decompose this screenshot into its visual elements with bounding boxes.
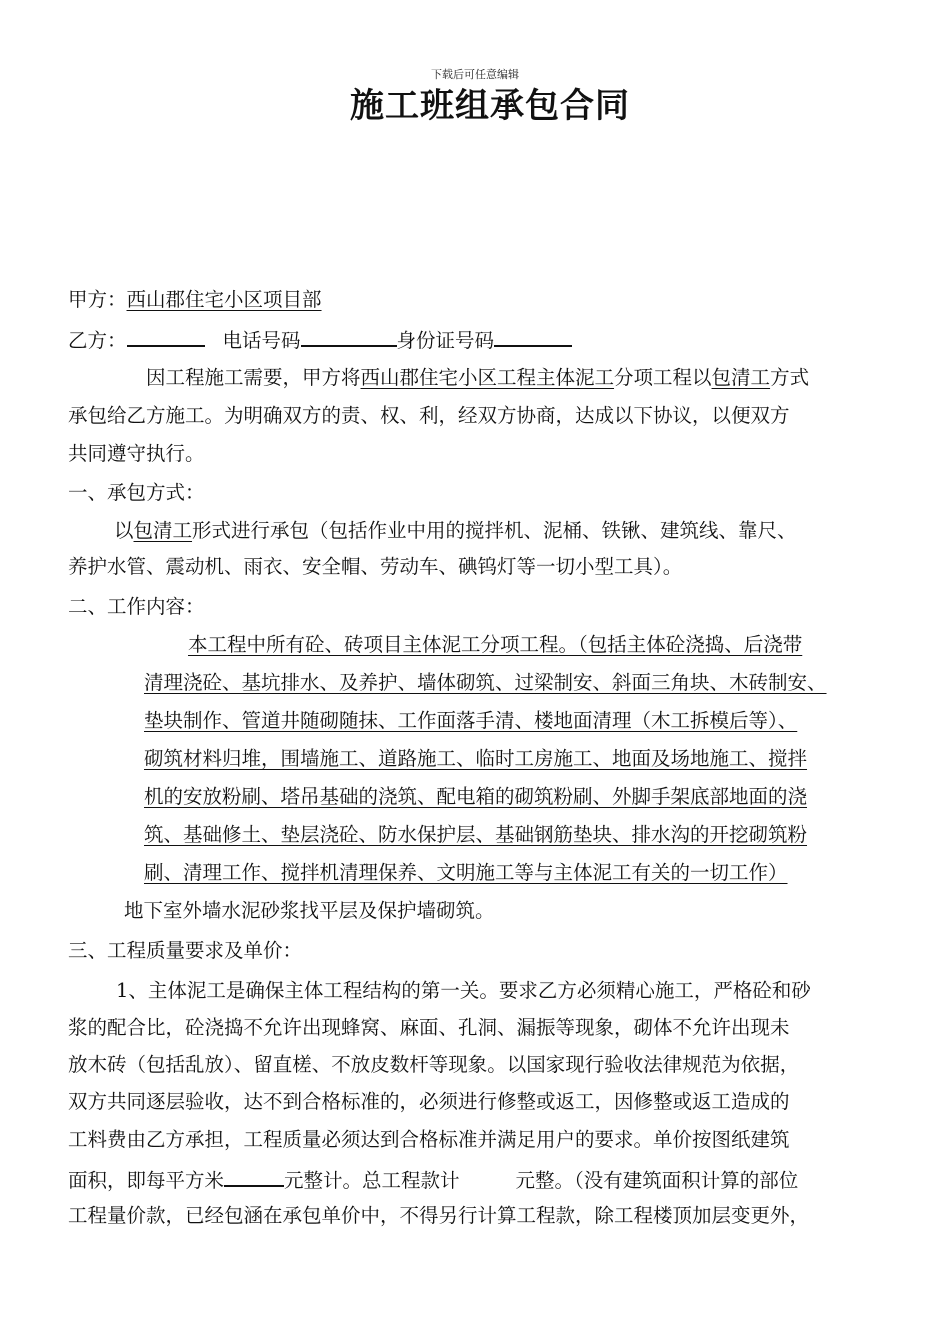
party-a-name: 西山郡住宅小区项目部 [126, 288, 322, 311]
section-1-heading: 一、承包方式： [68, 481, 205, 504]
work-content-line: 刷、清理工作、搅拌机清理保养、文明施工等与主体泥工有关的一切工作） [144, 861, 788, 884]
work-content-line: 砌筑材料归堆，围墙施工、道路施工、临时工房施工、地面及场地施工、搅拌 [144, 747, 808, 770]
section-3-line-5: 工料费由乙方承担，工程质量必须达到合格标准并满足用户的要求。单价按图纸建筑 [68, 1128, 790, 1151]
section-3-line-2: 浆的配合比，砼浇捣不允许出现蜂窝、麻面、孔洞、漏振等现象，砌体不允许出现未 [68, 1016, 790, 1039]
section-3-text: 面积，即每平方米 [68, 1169, 225, 1192]
section-3-text: 元整计。总工程款计 [284, 1169, 460, 1192]
section-3-text: 元整。（没有建筑面积计算的部位 [515, 1169, 799, 1192]
party-b-label: 乙方： [68, 329, 127, 352]
work-content-line: 机的安放粉刷、塔吊基础的浇筑、配电箱的砌筑粉刷、外脚手架底部地面的浇 [144, 785, 808, 808]
section-3-line-7: 工程量价款，已经包涵在承包单价中，不得另行计算工程款，除工程楼顶加层变更外， [68, 1204, 810, 1227]
work-content-line: 本工程中所有砼、砖项目主体泥工分项工程。（包括主体砼浇捣、后浇带 [188, 633, 803, 656]
section-1-text: 形式进行承包（包括作业中用的搅拌机、泥桶、铁锹、建筑线、靠尺、 [192, 519, 797, 542]
section-1-line-1 [114, 518, 797, 544]
phone-blank[interactable] [301, 325, 397, 347]
work-content-line: 清理浇砼、基坑排水、及养护、墙体砌筑、过梁制安、斜面三角块、木砖制安、 [144, 671, 827, 694]
party-b-line [68, 325, 572, 354]
work-content-extra: 地下室外墙水泥砂浆找平层及保护墙砌筑。 [124, 899, 495, 922]
contract-title: 施工班组承包合同 [350, 86, 630, 126]
party-b-name-blank[interactable] [127, 325, 205, 347]
section-3-heading: 三、工程质量要求及单价： [68, 939, 303, 962]
id-label: 身份证号码 [396, 329, 495, 352]
section-1-line-2: 养护水管、震动机、雨衣、安全帽、劳动车、碘钨灯等一切小型工具）。 [68, 555, 683, 578]
contract-mode: 包清工 [711, 366, 771, 389]
contract-mode: 包清工 [133, 519, 193, 542]
work-content-line: 筑、基础修土、垫层浇砼、防水保护层、基础钢筋垫块、排水沟的开挖砌筑粉 [144, 823, 808, 846]
section-3-line-3: 放木砖（包括乱放）、留直槎、不放皮数杆等现象。以国家现行验收法律规范为依据， [68, 1053, 800, 1076]
intro-text: 方式 [770, 366, 810, 389]
section-2-heading: 二、工作内容： [68, 595, 205, 618]
section-3-line-4: 双方共同逐层验收，达不到合格标准的，必须进行修整或返工，因修整或返工造成的 [68, 1090, 790, 1113]
unit-price-blank[interactable] [224, 1165, 284, 1187]
section-3-line-1: 1、主体泥工是确保主体工程结构的第一关。要求乙方必须精心施工，严格砼和砂 [116, 979, 811, 1002]
watermark-text: 下载后可任意编辑 [431, 68, 519, 81]
phone-label: 电话号码 [222, 329, 301, 352]
intro-line-2: 承包给乙方施工。为明确双方的责、权、利，经双方协商，达成以下协议，以便双方 [68, 404, 790, 427]
intro-text: 因工程施工需要，甲方将 [146, 366, 361, 389]
party-a-line [68, 287, 322, 313]
project-name: 西山郡住宅小区工程主体泥工 [360, 366, 615, 389]
section-1-text: 以 [114, 519, 134, 542]
intro-text: 分项工程以 [614, 366, 712, 389]
id-number-blank[interactable] [494, 325, 572, 347]
intro-line-3: 共同遵守执行。 [68, 442, 205, 465]
section-3-line-6 [68, 1165, 798, 1194]
party-a-label: 甲方： [68, 288, 127, 311]
intro-line-1 [146, 365, 809, 391]
work-content-line: 垫块制作、管道井随砌随抹、工作面落手清、楼地面清理（木工拆模后等）、 [144, 709, 798, 732]
